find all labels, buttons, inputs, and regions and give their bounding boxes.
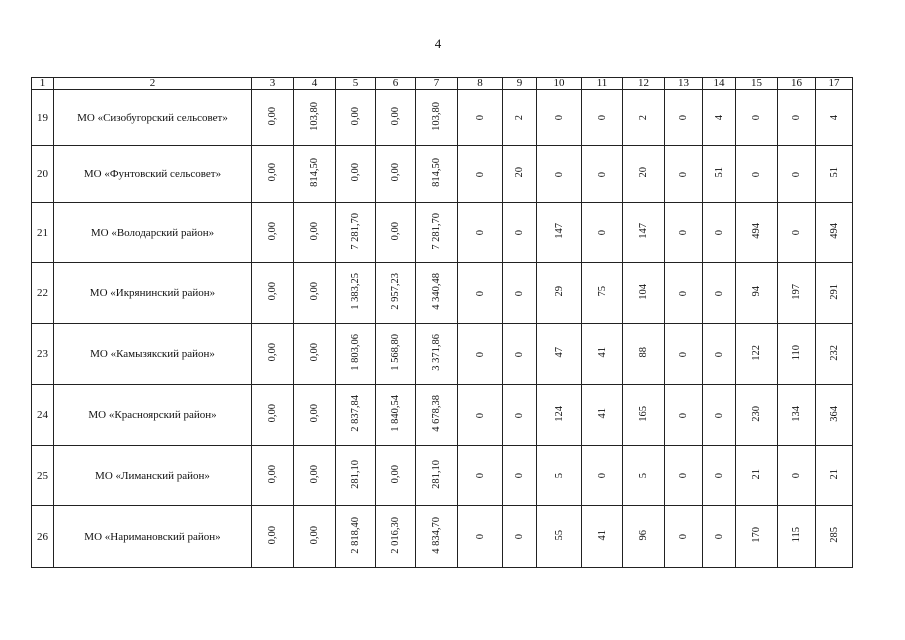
value-cell-c13 <box>665 446 703 506</box>
value-cell-c6 <box>376 90 416 146</box>
value-cell-c15 <box>736 146 778 203</box>
cell-value: 147 <box>553 223 565 239</box>
value-cell-c7 <box>416 324 458 385</box>
cell-value: 0 <box>791 171 802 177</box>
column-header: 7 <box>416 78 458 90</box>
value-cell-c12 <box>623 385 665 446</box>
cell-value: 0 <box>678 290 689 296</box>
value-cell-c9 <box>503 263 537 324</box>
value-cell-c7 <box>416 203 458 263</box>
column-header: 15 <box>736 78 778 90</box>
cell-value: 2 <box>514 115 525 121</box>
cell-value: 4 678,38 <box>431 395 442 432</box>
cell-value: 51 <box>713 167 725 178</box>
value-cell-c5 <box>336 146 376 203</box>
municipality-name: МО «Наримановский район» <box>54 506 252 568</box>
cell-value: 0 <box>678 115 689 121</box>
value-cell-c13 <box>665 324 703 385</box>
cell-value: 29 <box>553 286 565 297</box>
cell-value: 0 <box>713 534 725 540</box>
column-header: 10 <box>537 78 582 90</box>
value-cell-c13 <box>665 506 703 568</box>
cell-value: 0 <box>791 115 802 121</box>
cell-value: 4 340,48 <box>431 273 442 310</box>
column-header: 2 <box>54 78 252 90</box>
value-cell-c14 <box>703 263 736 324</box>
cell-value: 0 <box>474 171 486 177</box>
row-number: 20 <box>32 146 54 203</box>
cell-value: 197 <box>791 283 802 300</box>
column-header: 9 <box>503 78 537 90</box>
cell-value: 47 <box>553 347 565 358</box>
value-cell-c4 <box>294 446 336 506</box>
cell-value: 0 <box>713 473 725 479</box>
value-cell-c8 <box>458 446 503 506</box>
cell-value: 0 <box>514 473 525 479</box>
cell-value: 0 <box>678 351 689 357</box>
value-cell-c10 <box>537 263 582 324</box>
cell-value: 0 <box>474 473 486 479</box>
cell-value: 88 <box>638 347 649 358</box>
row-number: 21 <box>32 203 54 263</box>
value-cell-c11 <box>582 506 623 568</box>
cell-value: 0 <box>596 171 608 177</box>
cell-value: 0 <box>514 290 525 296</box>
cell-value: 814,50 <box>431 158 442 187</box>
cell-value: 0,00 <box>267 343 278 362</box>
table-row <box>32 90 853 146</box>
value-cell-c5 <box>336 203 376 263</box>
value-cell-c4 <box>294 385 336 446</box>
cell-value: 0,00 <box>267 106 278 126</box>
value-cell-c10 <box>537 203 582 263</box>
value-cell-c16 <box>778 506 816 568</box>
value-cell-c17 <box>816 263 853 324</box>
value-cell-c14 <box>703 146 736 203</box>
value-cell-c11 <box>582 203 623 263</box>
cell-value: 41 <box>596 529 608 541</box>
cell-value: 0 <box>474 230 486 236</box>
cell-value: 0,00 <box>267 464 278 484</box>
cell-value: 0 <box>678 171 689 177</box>
page-number: 4 <box>434 36 442 51</box>
value-cell-c14 <box>703 385 736 446</box>
cell-value: 110 <box>791 344 802 361</box>
municipality-name: МО «Фунтовский сельсовет» <box>54 146 252 203</box>
value-cell-c10 <box>537 506 582 568</box>
cell-value: 2 818,40 <box>350 516 361 554</box>
value-cell-c6 <box>376 324 416 385</box>
value-cell-c14 <box>703 506 736 568</box>
value-cell-c7 <box>416 146 458 203</box>
municipality-name: МО «Володарский район» <box>54 203 252 263</box>
column-header: 3 <box>252 78 294 90</box>
table-body <box>32 90 853 568</box>
cell-value: 0 <box>514 230 525 236</box>
value-cell-c16 <box>778 90 816 146</box>
cell-value: 291 <box>828 283 840 300</box>
value-cell-c9 <box>503 506 537 568</box>
column-header: 11 <box>582 78 623 90</box>
value-cell-c14 <box>703 324 736 385</box>
value-cell-c4 <box>294 146 336 203</box>
value-cell-c6 <box>376 203 416 263</box>
value-cell-c13 <box>665 146 703 203</box>
value-cell-c12 <box>623 324 665 385</box>
column-header: 4 <box>294 78 336 90</box>
value-cell-c16 <box>778 446 816 506</box>
cell-value: 0 <box>713 290 725 296</box>
value-cell-c16 <box>778 146 816 203</box>
municipality-name: МО «Сизобугорский сельсовет» <box>54 90 252 146</box>
cell-value: 232 <box>828 344 840 361</box>
cell-value: 122 <box>751 344 762 361</box>
row-number: 24 <box>32 385 54 446</box>
value-cell-c15 <box>736 203 778 263</box>
value-cell-c4 <box>294 263 336 324</box>
cell-value: 0,00 <box>267 282 278 301</box>
value-cell-c9 <box>503 90 537 146</box>
column-header: 1 <box>32 78 54 90</box>
cell-value: 0 <box>553 171 565 177</box>
cell-value: 94 <box>751 286 762 297</box>
cell-value: 0,00 <box>309 464 320 484</box>
value-cell-c11 <box>582 90 623 146</box>
cell-value: 0 <box>474 534 486 540</box>
cell-value: 0,00 <box>309 221 320 241</box>
value-cell-c13 <box>665 385 703 446</box>
cell-value: 7 281,70 <box>431 212 442 250</box>
cell-value: 0,00 <box>309 404 320 423</box>
cell-value: 0 <box>474 412 486 418</box>
value-cell-c16 <box>778 385 816 446</box>
column-header: 12 <box>623 78 665 90</box>
value-cell-c17 <box>816 506 853 568</box>
value-cell-c11 <box>582 146 623 203</box>
cell-value: 21 <box>828 468 840 480</box>
value-cell-c13 <box>665 263 703 324</box>
value-cell-c10 <box>537 146 582 203</box>
cell-value: 3 371,86 <box>431 334 442 371</box>
value-cell-c8 <box>458 385 503 446</box>
value-cell-c15 <box>736 90 778 146</box>
row-number: 22 <box>32 263 54 324</box>
cell-value: 0,00 <box>309 343 320 362</box>
cell-value: 1 840,54 <box>390 395 401 432</box>
cell-value: 75 <box>596 286 608 297</box>
row-number: 25 <box>32 446 54 506</box>
cell-value: 285 <box>828 527 840 543</box>
cell-value: 0 <box>751 171 762 177</box>
cell-value: 0 <box>596 473 608 479</box>
cell-value: 0,00 <box>390 106 401 126</box>
value-cell-c8 <box>458 506 503 568</box>
cell-value: 41 <box>596 408 608 419</box>
header-row <box>32 78 853 90</box>
value-cell-c15 <box>736 446 778 506</box>
value-cell-c9 <box>503 324 537 385</box>
table-row <box>32 324 853 385</box>
table-row <box>32 506 853 568</box>
value-cell-c12 <box>623 446 665 506</box>
value-cell-c3 <box>252 263 294 324</box>
value-cell-c9 <box>503 446 537 506</box>
cell-value: 2 <box>638 115 649 121</box>
cell-value: 364 <box>828 405 840 422</box>
cell-value: 4 <box>828 115 840 121</box>
cell-value: 0 <box>474 115 486 121</box>
value-cell-c6 <box>376 146 416 203</box>
cell-value: 0 <box>751 115 762 121</box>
cell-value: 0,00 <box>390 464 401 484</box>
cell-value: 5 <box>638 473 649 479</box>
value-cell-c9 <box>503 146 537 203</box>
cell-value: 165 <box>638 405 649 422</box>
value-cell-c3 <box>252 146 294 203</box>
cell-value: 124 <box>553 405 565 422</box>
cell-value: 494 <box>828 223 840 239</box>
value-cell-c6 <box>376 446 416 506</box>
cell-value: 0 <box>514 351 525 357</box>
cell-value: 0,00 <box>267 163 278 182</box>
cell-value: 5 <box>553 473 565 479</box>
value-cell-c4 <box>294 90 336 146</box>
cell-value: 0,00 <box>309 525 320 545</box>
value-cell-c6 <box>376 263 416 324</box>
value-cell-c17 <box>816 446 853 506</box>
value-cell-c9 <box>503 385 537 446</box>
cell-value: 20 <box>638 167 649 178</box>
cell-value: 170 <box>751 527 762 543</box>
value-cell-c3 <box>252 385 294 446</box>
row-number: 19 <box>32 90 54 146</box>
value-cell-c6 <box>376 385 416 446</box>
cell-value: 0,00 <box>390 163 401 182</box>
value-cell-c12 <box>623 263 665 324</box>
value-cell-c3 <box>252 506 294 568</box>
value-cell-c7 <box>416 446 458 506</box>
value-cell-c16 <box>778 263 816 324</box>
cell-value: 230 <box>751 405 762 422</box>
value-cell-c16 <box>778 324 816 385</box>
value-cell-c3 <box>252 90 294 146</box>
cell-value: 147 <box>638 223 649 239</box>
cell-value: 41 <box>596 347 608 358</box>
data-table <box>31 77 853 568</box>
table-row <box>32 263 853 324</box>
value-cell-c13 <box>665 90 703 146</box>
cell-value: 1 568,80 <box>390 334 401 371</box>
value-cell-c5 <box>336 446 376 506</box>
value-cell-c14 <box>703 446 736 506</box>
cell-value: 2 016,30 <box>390 516 401 554</box>
municipality-name: МО «Красноярский район» <box>54 385 252 446</box>
row-number: 26 <box>32 506 54 568</box>
value-cell-c17 <box>816 203 853 263</box>
column-header: 16 <box>778 78 816 90</box>
value-cell-c5 <box>336 90 376 146</box>
value-cell-c8 <box>458 324 503 385</box>
value-cell-c12 <box>623 506 665 568</box>
value-cell-c3 <box>252 446 294 506</box>
table-row <box>32 385 853 446</box>
column-header: 13 <box>665 78 703 90</box>
cell-value: 0 <box>678 412 689 418</box>
value-cell-c12 <box>623 90 665 146</box>
value-cell-c15 <box>736 263 778 324</box>
table-row <box>32 203 853 263</box>
value-cell-c16 <box>778 203 816 263</box>
table-row <box>32 446 853 506</box>
cell-value: 1 383,25 <box>350 273 361 310</box>
value-cell-c17 <box>816 146 853 203</box>
value-cell-c15 <box>736 385 778 446</box>
value-cell-c7 <box>416 263 458 324</box>
cell-value: 7 281,70 <box>350 212 361 250</box>
value-cell-c14 <box>703 203 736 263</box>
cell-value: 1 803,06 <box>350 334 361 371</box>
municipality-name: МО «Камызякский район» <box>54 324 252 385</box>
cell-value: 20 <box>514 167 525 178</box>
cell-value: 0,00 <box>267 221 278 241</box>
value-cell-c17 <box>816 90 853 146</box>
value-cell-c5 <box>336 324 376 385</box>
cell-value: 0 <box>678 473 689 479</box>
value-cell-c8 <box>458 90 503 146</box>
value-cell-c3 <box>252 203 294 263</box>
value-cell-c17 <box>816 324 853 385</box>
value-cell-c12 <box>623 146 665 203</box>
cell-value: 115 <box>791 527 802 543</box>
cell-value: 103,80 <box>431 101 442 131</box>
column-header: 17 <box>816 78 853 90</box>
value-cell-c7 <box>416 506 458 568</box>
cell-value: 2 957,23 <box>390 273 401 310</box>
cell-value: 0 <box>596 115 608 121</box>
value-cell-c4 <box>294 506 336 568</box>
column-header: 6 <box>376 78 416 90</box>
value-cell-c14 <box>703 90 736 146</box>
column-header: 8 <box>458 78 503 90</box>
cell-value: 134 <box>791 405 802 422</box>
cell-value: 0 <box>713 412 725 418</box>
value-cell-c10 <box>537 324 582 385</box>
cell-value: 55 <box>553 529 565 541</box>
value-cell-c8 <box>458 203 503 263</box>
cell-value: 21 <box>751 468 762 480</box>
cell-value: 494 <box>751 223 762 239</box>
cell-value: 4 <box>713 115 725 121</box>
value-cell-c5 <box>336 263 376 324</box>
value-cell-c10 <box>537 90 582 146</box>
cell-value: 0,00 <box>350 106 361 126</box>
cell-value: 0,00 <box>390 221 401 241</box>
value-cell-c10 <box>537 385 582 446</box>
value-cell-c11 <box>582 446 623 506</box>
cell-value: 0 <box>713 230 725 236</box>
municipality-name: МО «Лиманский район» <box>54 446 252 506</box>
cell-value: 0 <box>596 230 608 236</box>
value-cell-c10 <box>537 446 582 506</box>
value-cell-c12 <box>623 203 665 263</box>
cell-value: 0 <box>474 290 486 296</box>
cell-value: 0 <box>678 534 689 540</box>
value-cell-c15 <box>736 506 778 568</box>
cell-value: 281,10 <box>431 459 442 489</box>
column-header: 5 <box>336 78 376 90</box>
value-cell-c7 <box>416 90 458 146</box>
cell-value: 51 <box>828 167 840 178</box>
cell-value: 0 <box>514 534 525 540</box>
cell-value: 0,00 <box>309 282 320 301</box>
value-cell-c8 <box>458 146 503 203</box>
cell-value: 0 <box>791 230 802 236</box>
value-cell-c8 <box>458 263 503 324</box>
value-cell-c13 <box>665 203 703 263</box>
cell-value: 0,00 <box>267 404 278 423</box>
cell-value: 103,80 <box>309 101 320 131</box>
value-cell-c7 <box>416 385 458 446</box>
value-cell-c4 <box>294 203 336 263</box>
cell-value: 0 <box>791 473 802 479</box>
cell-value: 0 <box>514 412 525 418</box>
municipality-name: МО «Икрянинский район» <box>54 263 252 324</box>
cell-value: 2 837,84 <box>350 395 361 432</box>
value-cell-c11 <box>582 324 623 385</box>
value-cell-c4 <box>294 324 336 385</box>
cell-value: 0 <box>678 230 689 236</box>
value-cell-c11 <box>582 385 623 446</box>
value-cell-c5 <box>336 506 376 568</box>
cell-value: 104 <box>638 283 649 300</box>
cell-value: 4 834,70 <box>431 516 442 554</box>
value-cell-c15 <box>736 324 778 385</box>
value-cell-c3 <box>252 324 294 385</box>
cell-value: 0,00 <box>350 163 361 182</box>
value-cell-c9 <box>503 203 537 263</box>
value-cell-c17 <box>816 385 853 446</box>
cell-value: 0,00 <box>267 525 278 545</box>
value-cell-c6 <box>376 506 416 568</box>
cell-value: 0 <box>474 351 486 357</box>
table-row <box>32 146 853 203</box>
row-number: 23 <box>32 324 54 385</box>
cell-value: 0 <box>553 115 565 121</box>
cell-value: 96 <box>638 529 649 541</box>
cell-value: 0 <box>713 351 725 357</box>
value-cell-c5 <box>336 385 376 446</box>
cell-value: 814,50 <box>309 158 320 187</box>
value-cell-c11 <box>582 263 623 324</box>
column-header: 14 <box>703 78 736 90</box>
cell-value: 281,10 <box>350 459 361 489</box>
